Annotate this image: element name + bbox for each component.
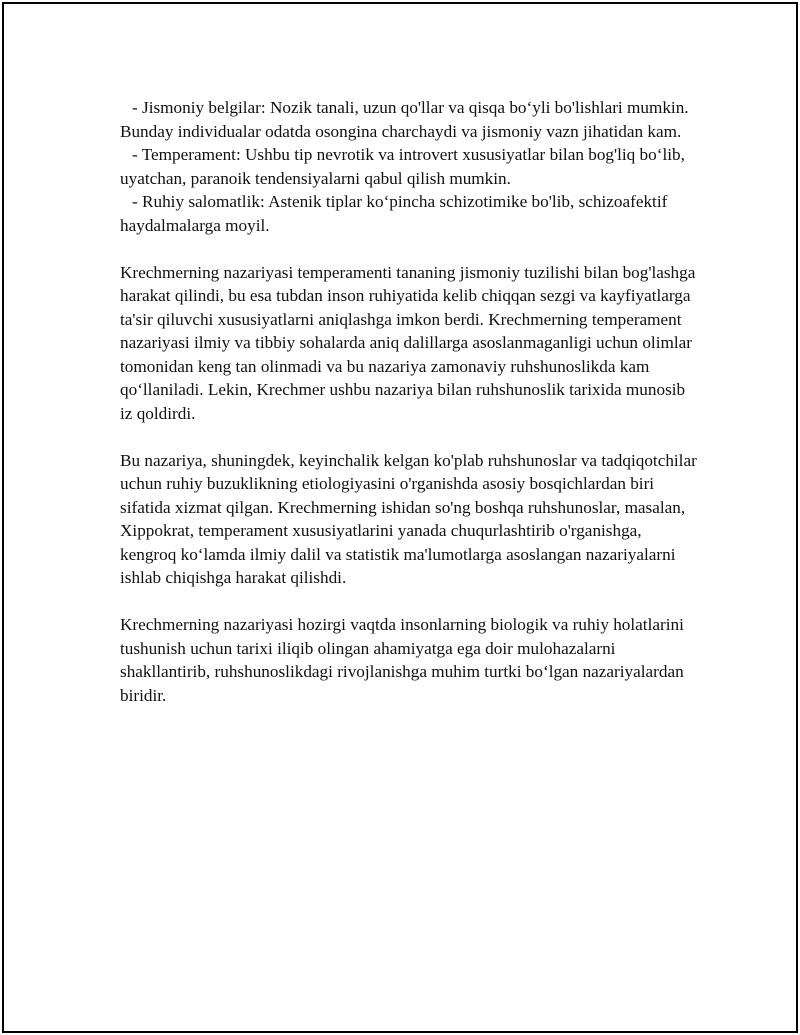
paragraph-conclusion: Krechmerning nazariyasi hozirgi vaqtda insonlarning biologik va ruhiy holatlarini tushunish uchun tarixi iliqib olingan ahamiyatga ega doir mulohazalarni shakllantirib, ruhshunoslikdagi rivojlanishga muhim turtki bo‘lgan nazariyalardan biridir. xyxy=(120,615,684,705)
list-item-mental-health: - Ruhiy salomatlik: Astenik tiplar ko‘pincha schizotimike bo'lib, schizoafektif haydalmalarga moyil. xyxy=(120,192,668,235)
document-body xyxy=(120,96,700,707)
paragraph-theory-summary: Krechmerning nazariyasi temperamenti tananing jismoniy tuzilishi bilan bog'lashga harakat qilindi, bu esa tubdan inson ruhiyatida kelib chiqqan sezgi va kayfiyatlarga ta'sir qiluvchi xususiyatlarni aniqlashga imkon berdi. Krechmerning temperament nazariyasi ilmiy va tibbiy sohalarda aniq dalillarga asoslanmaganligi uchun olimlar tomonidan keng tan olinmadi va bu nazariya zamonaviy ruhshunoslikda kam qo‘llaniladi. Lekin, Krechmer ushbu nazariya bilan ruhshunoslik tarixida munosib iz qoldirdi. xyxy=(120,262,696,423)
list-item-temperament: - Temperament: Ushbu tip nevrotik va introvert xususiyatlar bilan bog'liq bo‘lib, uyatchan, paranoik tendensiyalarni qabul qilish mumkin. xyxy=(120,145,685,188)
list-item-physical-traits: - Jismoniy belgilar: Nozik tanali, uzun qo'llar va qisqa bo‘yli bo'lishlari mumkin. Bunday individualar odatda osongina charchaydi va jismoniy vazn jihatidan kam. xyxy=(120,98,689,141)
paragraph-influence: Bu nazariya, shuningdek, keyinchalik kelgan ko'plab ruhshunoslar va tadqiqotchilar uchun ruhiy buzuklikning etiologiyasini o'rganishda asosiy bosqichlardan biri sifatida xizmat qilgan. Krechmerning ishidan so'ng boshqa ruhshunoslar, masalan, Xippokrat, temperament xususiyatlarini yanada chuqurlashtirib o'rganishga, kengroq ko‘lamda ilmiy dalil va statistik ma'lumotlarga asoslangan nazariyalarni ishlab chiqishga harakat qilishdi. xyxy=(120,450,697,587)
document-page xyxy=(2,2,798,1033)
